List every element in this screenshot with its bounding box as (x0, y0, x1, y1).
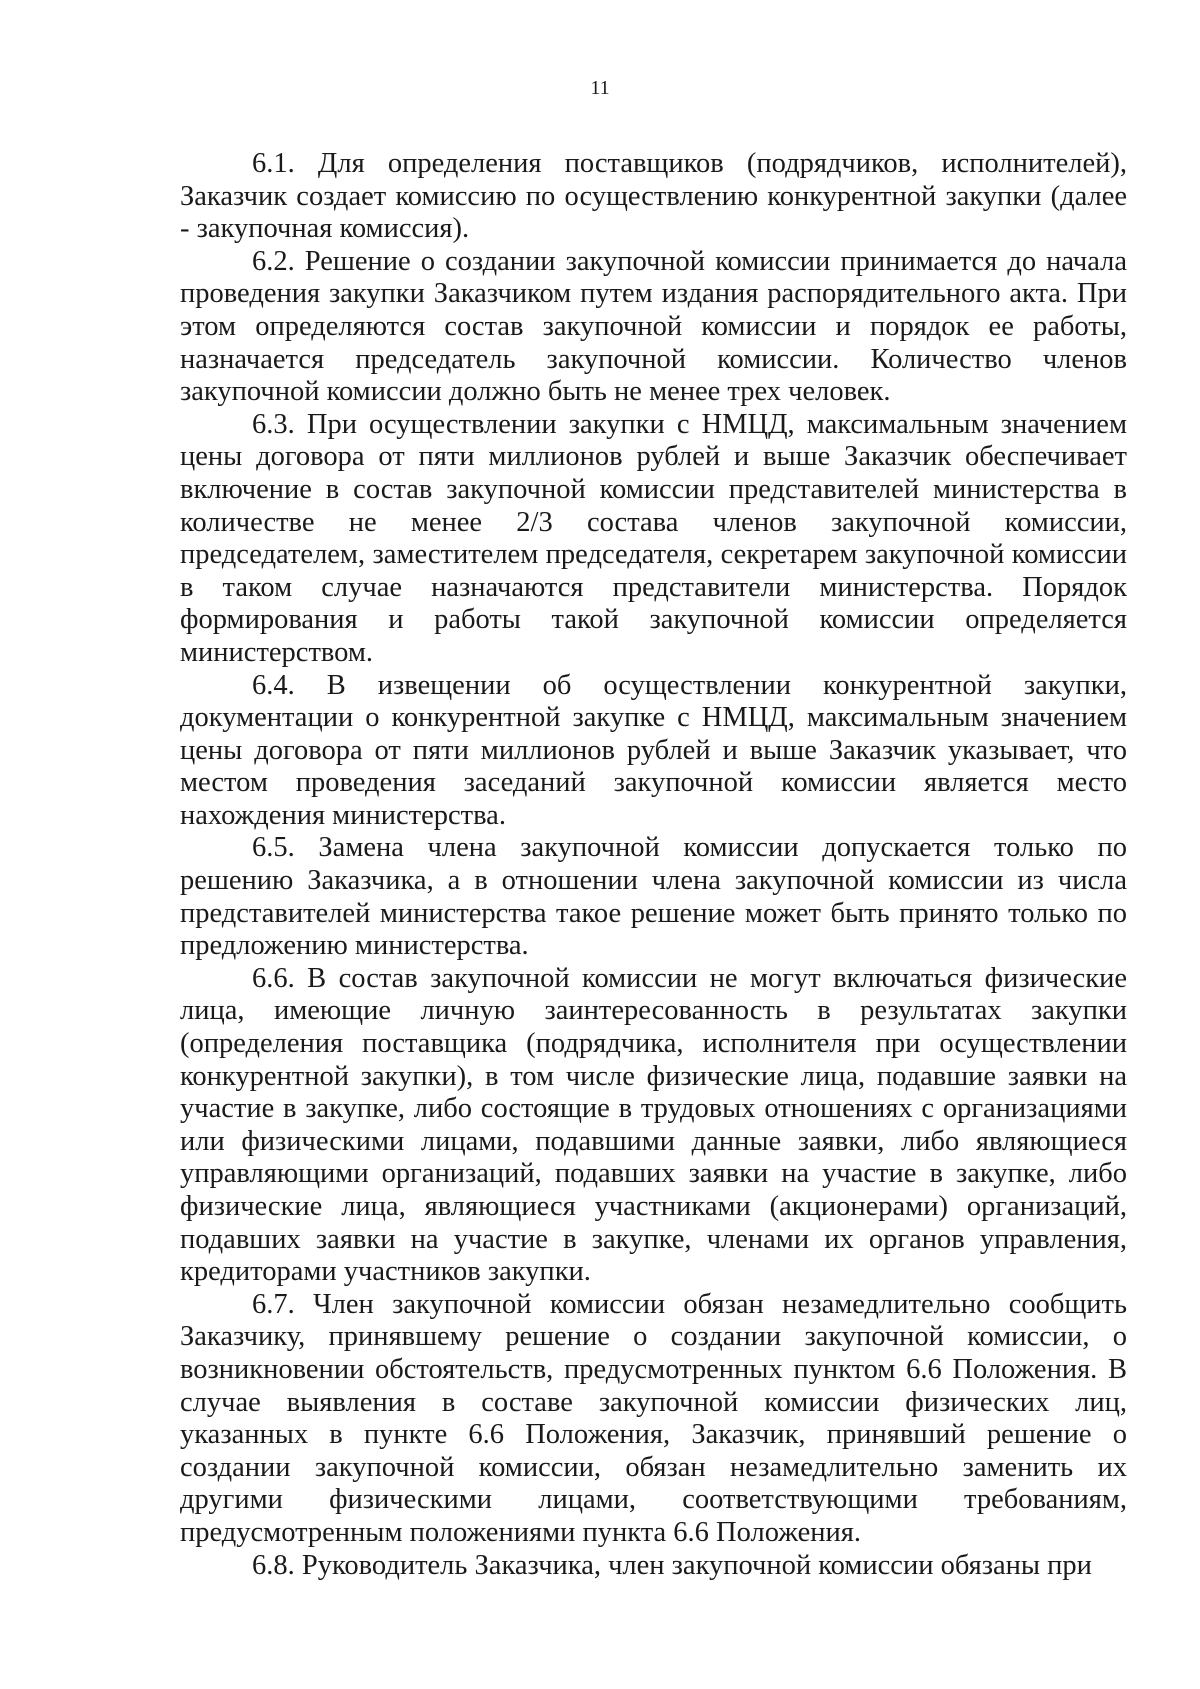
paragraph-6-2: 6.2. Решение о создании закупочной комиссии принимается до начала проведения закупки Заказчиком путем издания распорядительного акта. При этом определяются состав закупочной комиссии и порядок ее работы, назначается председатель закупочной комиссии. Количество членов закупочной комиссии должно быть не менее трех человек. (180, 245, 1127, 408)
paragraph-6-5: 6.5. Замена члена закупочной комиссии допускается только по решению Заказчика, а в отношении члена закупочной комиссии из числа представителей министерства такое решение может быть принято только по предложению министерства. (180, 832, 1127, 962)
paragraph-6-7: 6.7. Член закупочной комиссии обязан незамедлительно сообщить Заказчику, принявшему решение о создании закупочной комиссии, о возникновении обстоятельств, предусмотренных пунктом 6.6 Положения. В случае выявления в составе закупочной комиссии физических лиц, указанных в пункте 6.6 Положения, Заказчик, принявший решение о создании закупочной комиссии, обязан незамедлительно заменить их другими физическими лицами, соответствующими требованиям, предусмотренным положениями пункта 6.6 Положения. (180, 1288, 1127, 1548)
page-number: 11 (590, 77, 610, 99)
paragraph-6-4: 6.4. В извещении об осуществлении конкурентной закупки, документации о конкурентной закупке с НМЦД, максимальным значением цены договора от пяти миллионов рублей и выше Заказчик указывает, что местом проведения заседаний закупочной комиссии является место нахождения министерства. (180, 669, 1127, 831)
paragraph-6-6: 6.6. В состав закупочной комиссии не могут включаться физические лица, имеющие личную заинтересованность в результатах закупки (определения поставщика (подрядчика, исполнителя при осуществлении конкурентной закупки), в том числе физические лица, подавшие заявки на участие в закупке, либо состоящие в трудовых отношениях с организациями или физическими лицами, подавшими данные заявки, либо являющиеся управляющими организаций, подавших заявки на участие в закупке, либо физические лица, являющиеся участниками (акционерами) организаций, подавших заявки на участие в закупке, членами их органов управления, кредиторами участников закупки. (180, 962, 1127, 1288)
document-body (180, 148, 1127, 1582)
paragraph-6-1: 6.1. Для определения поставщиков (подрядчиков, исполнителей), Заказчик создает комиссию по осуществлению конкурентной закупки (далее - закупочная комиссия). (180, 148, 1127, 245)
paragraph-6-3: 6.3. При осуществлении закупки с НМЦД, максимальным значением цены договора от пяти миллионов рублей и выше Заказчик обеспечивает включение в состав закупочной комиссии представителей министерства в количестве не менее 2/3 состава членов закупочной комиссии, председателем, заместителем председателя, секретарем закупочной комиссии в таком случае назначаются представители министерства. Порядок формирования и работы такой закупочной комиссии определяется министерством. (180, 408, 1127, 668)
paragraph-6-8: 6.8. Руководитель Заказчика, член закупочной комиссии обязаны при (252, 1549, 1092, 1581)
